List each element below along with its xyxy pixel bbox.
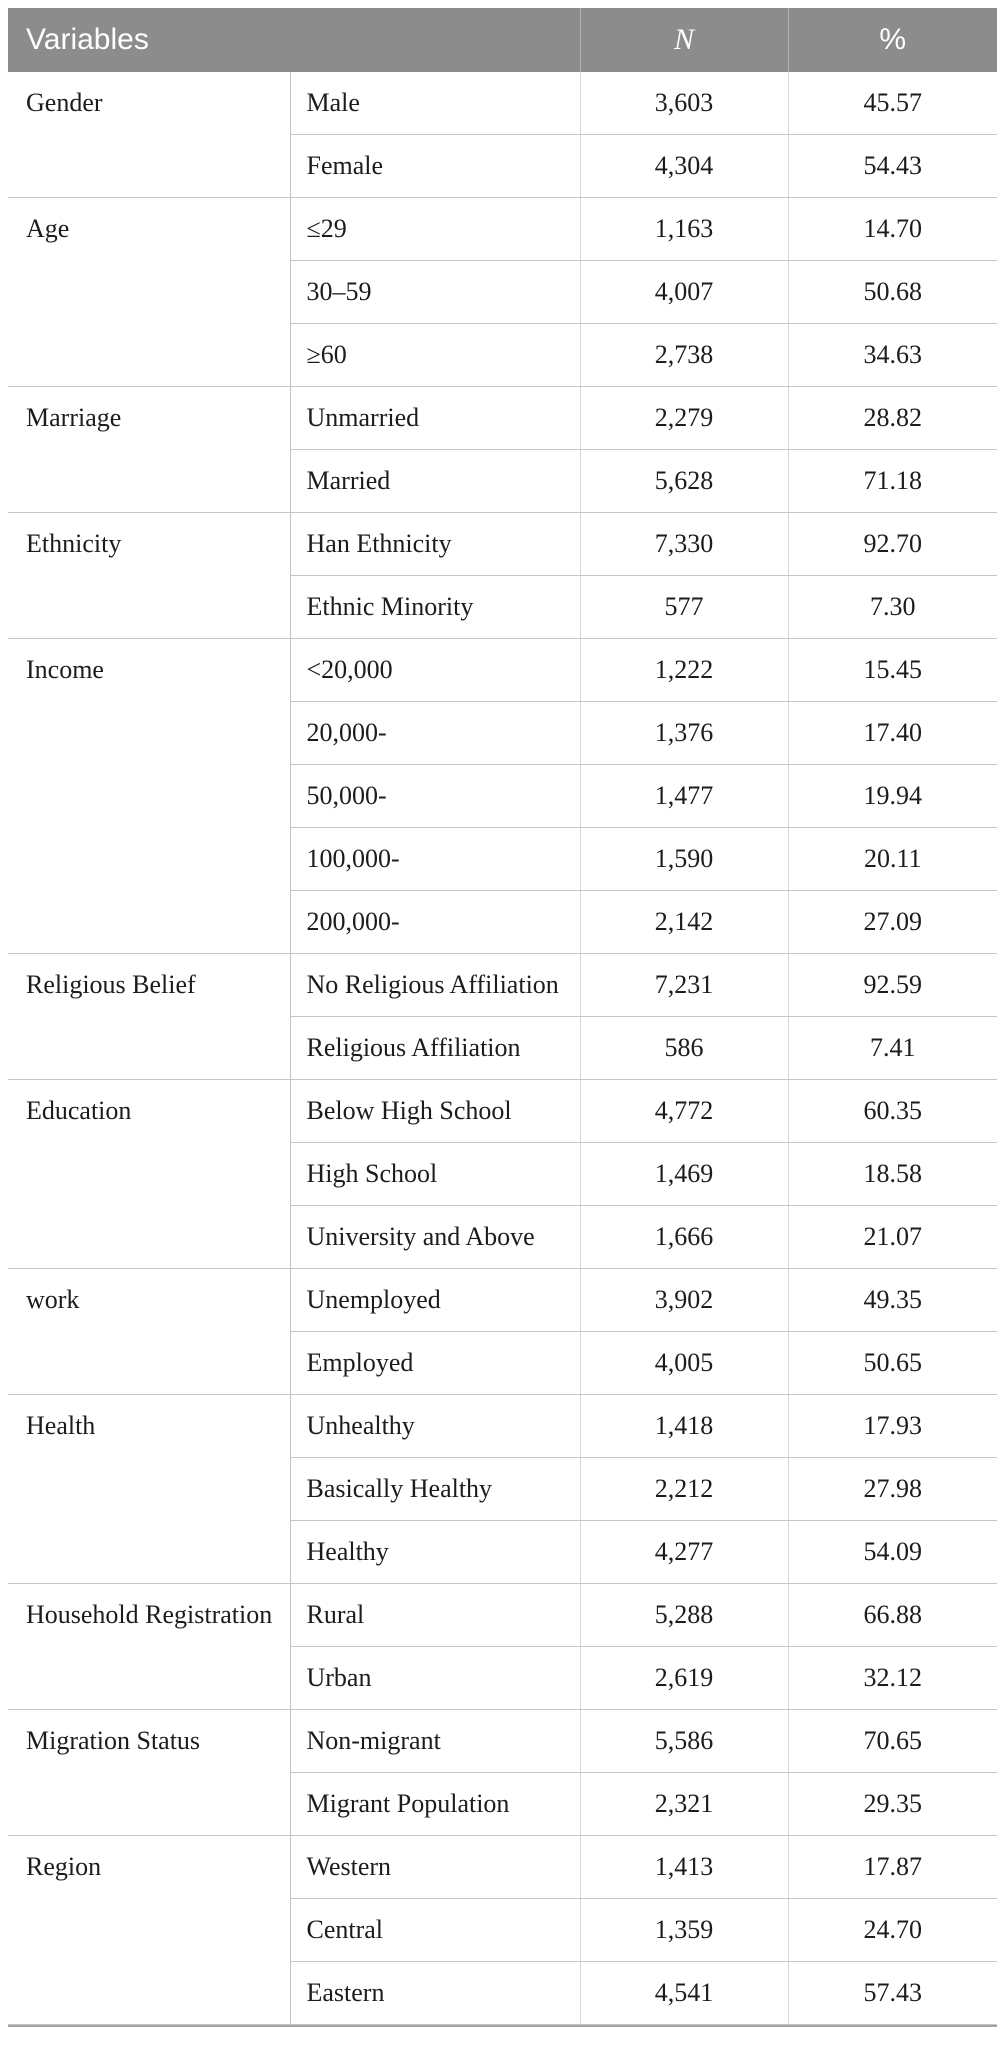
table-row	[8, 387, 997, 450]
table-row	[8, 1710, 997, 1773]
table-row	[8, 1269, 997, 1332]
pct-cell: 50.68	[788, 261, 997, 324]
pct-cell: 57.43	[788, 1962, 997, 2025]
pct-cell: 49.35	[788, 1269, 997, 1332]
demographics-table-container	[8, 8, 997, 2027]
pct-cell: 27.09	[788, 891, 997, 954]
demographics-table	[8, 8, 997, 2025]
table-row	[8, 1080, 997, 1143]
pct-cell: 18.58	[788, 1143, 997, 1206]
category-cell: Urban	[290, 1647, 580, 1710]
n-cell: 2,142	[580, 891, 788, 954]
table-row	[8, 1395, 997, 1458]
table-header	[8, 8, 997, 72]
pct-cell: 34.63	[788, 324, 997, 387]
category-cell: 30–59	[290, 261, 580, 324]
n-cell: 4,541	[580, 1962, 788, 2025]
n-cell: 2,321	[580, 1773, 788, 1836]
category-cell: Unhealthy	[290, 1395, 580, 1458]
pct-cell: 54.09	[788, 1521, 997, 1584]
variable-cell: Health	[8, 1395, 290, 1584]
category-cell: ≤29	[290, 198, 580, 261]
n-cell: 1,590	[580, 828, 788, 891]
header-n: N	[580, 8, 788, 72]
pct-cell: 17.40	[788, 702, 997, 765]
category-cell: Employed	[290, 1332, 580, 1395]
header-row	[8, 8, 997, 72]
n-cell: 4,277	[580, 1521, 788, 1584]
pct-cell: 27.98	[788, 1458, 997, 1521]
table-row	[8, 1836, 997, 1899]
n-cell: 1,469	[580, 1143, 788, 1206]
variable-cell: Household Registration	[8, 1584, 290, 1710]
category-cell: University and Above	[290, 1206, 580, 1269]
variable-cell: work	[8, 1269, 290, 1395]
category-cell: Han Ethnicity	[290, 513, 580, 576]
n-cell: 2,738	[580, 324, 788, 387]
variable-cell: Age	[8, 198, 290, 387]
n-cell: 4,007	[580, 261, 788, 324]
header-percent: %	[788, 8, 997, 72]
pct-cell: 7.30	[788, 576, 997, 639]
category-cell: Migrant Population	[290, 1773, 580, 1836]
n-cell: 1,477	[580, 765, 788, 828]
n-cell: 3,902	[580, 1269, 788, 1332]
category-cell: Religious Affiliation	[290, 1017, 580, 1080]
pct-cell: 92.70	[788, 513, 997, 576]
table-row	[8, 72, 997, 135]
category-cell: Rural	[290, 1584, 580, 1647]
pct-cell: 17.93	[788, 1395, 997, 1458]
pct-cell: 15.45	[788, 639, 997, 702]
pct-cell: 71.18	[788, 450, 997, 513]
pct-cell: 50.65	[788, 1332, 997, 1395]
n-cell: 7,330	[580, 513, 788, 576]
pct-cell: 19.94	[788, 765, 997, 828]
category-cell: 100,000-	[290, 828, 580, 891]
category-cell: Basically Healthy	[290, 1458, 580, 1521]
pct-cell: 92.59	[788, 954, 997, 1017]
category-cell: Central	[290, 1899, 580, 1962]
pct-cell: 32.12	[788, 1647, 997, 1710]
category-cell: Non-migrant	[290, 1710, 580, 1773]
category-cell: Male	[290, 72, 580, 135]
pct-cell: 66.88	[788, 1584, 997, 1647]
variable-cell: Gender	[8, 72, 290, 198]
pct-cell: 24.70	[788, 1899, 997, 1962]
category-cell: No Religious Affiliation	[290, 954, 580, 1017]
variable-cell: Ethnicity	[8, 513, 290, 639]
n-cell: 1,359	[580, 1899, 788, 1962]
category-cell: ≥60	[290, 324, 580, 387]
variable-cell: Religious Belief	[8, 954, 290, 1080]
pct-cell: 60.35	[788, 1080, 997, 1143]
pct-cell: 14.70	[788, 198, 997, 261]
category-cell: Unemployed	[290, 1269, 580, 1332]
n-cell: 1,413	[580, 1836, 788, 1899]
table-row	[8, 1584, 997, 1647]
category-cell: Unmarried	[290, 387, 580, 450]
n-cell: 5,288	[580, 1584, 788, 1647]
category-cell: Below High School	[290, 1080, 580, 1143]
n-cell: 2,212	[580, 1458, 788, 1521]
n-cell: 4,772	[580, 1080, 788, 1143]
n-cell: 5,628	[580, 450, 788, 513]
variable-cell: Income	[8, 639, 290, 954]
pct-cell: 21.07	[788, 1206, 997, 1269]
variable-cell: Education	[8, 1080, 290, 1269]
category-cell: 50,000-	[290, 765, 580, 828]
table-row	[8, 639, 997, 702]
variable-cell: Marriage	[8, 387, 290, 513]
n-cell: 1,418	[580, 1395, 788, 1458]
category-cell: Married	[290, 450, 580, 513]
pct-cell: 17.87	[788, 1836, 997, 1899]
n-cell: 5,586	[580, 1710, 788, 1773]
variable-cell: Region	[8, 1836, 290, 2025]
category-cell: 20,000-	[290, 702, 580, 765]
pct-cell: 20.11	[788, 828, 997, 891]
n-cell: 2,619	[580, 1647, 788, 1710]
table-row	[8, 198, 997, 261]
n-cell: 577	[580, 576, 788, 639]
table-row	[8, 513, 997, 576]
category-cell: 200,000-	[290, 891, 580, 954]
table-row	[8, 954, 997, 1017]
n-cell: 1,666	[580, 1206, 788, 1269]
pct-cell: 7.41	[788, 1017, 997, 1080]
n-cell: 4,005	[580, 1332, 788, 1395]
n-cell: 2,279	[580, 387, 788, 450]
n-cell: 1,163	[580, 198, 788, 261]
n-cell: 1,222	[580, 639, 788, 702]
category-cell: High School	[290, 1143, 580, 1206]
category-cell: <20,000	[290, 639, 580, 702]
header-variables: Variables	[8, 8, 580, 72]
variable-cell: Migration Status	[8, 1710, 290, 1836]
category-cell: Female	[290, 135, 580, 198]
category-cell: Eastern	[290, 1962, 580, 2025]
n-cell: 3,603	[580, 72, 788, 135]
n-cell: 1,376	[580, 702, 788, 765]
pct-cell: 28.82	[788, 387, 997, 450]
pct-cell: 45.57	[788, 72, 997, 135]
table-body	[8, 72, 997, 2025]
n-cell: 4,304	[580, 135, 788, 198]
category-cell: Western	[290, 1836, 580, 1899]
pct-cell: 70.65	[788, 1710, 997, 1773]
n-cell: 7,231	[580, 954, 788, 1017]
n-cell: 586	[580, 1017, 788, 1080]
pct-cell: 29.35	[788, 1773, 997, 1836]
pct-cell: 54.43	[788, 135, 997, 198]
category-cell: Healthy	[290, 1521, 580, 1584]
category-cell: Ethnic Minority	[290, 576, 580, 639]
